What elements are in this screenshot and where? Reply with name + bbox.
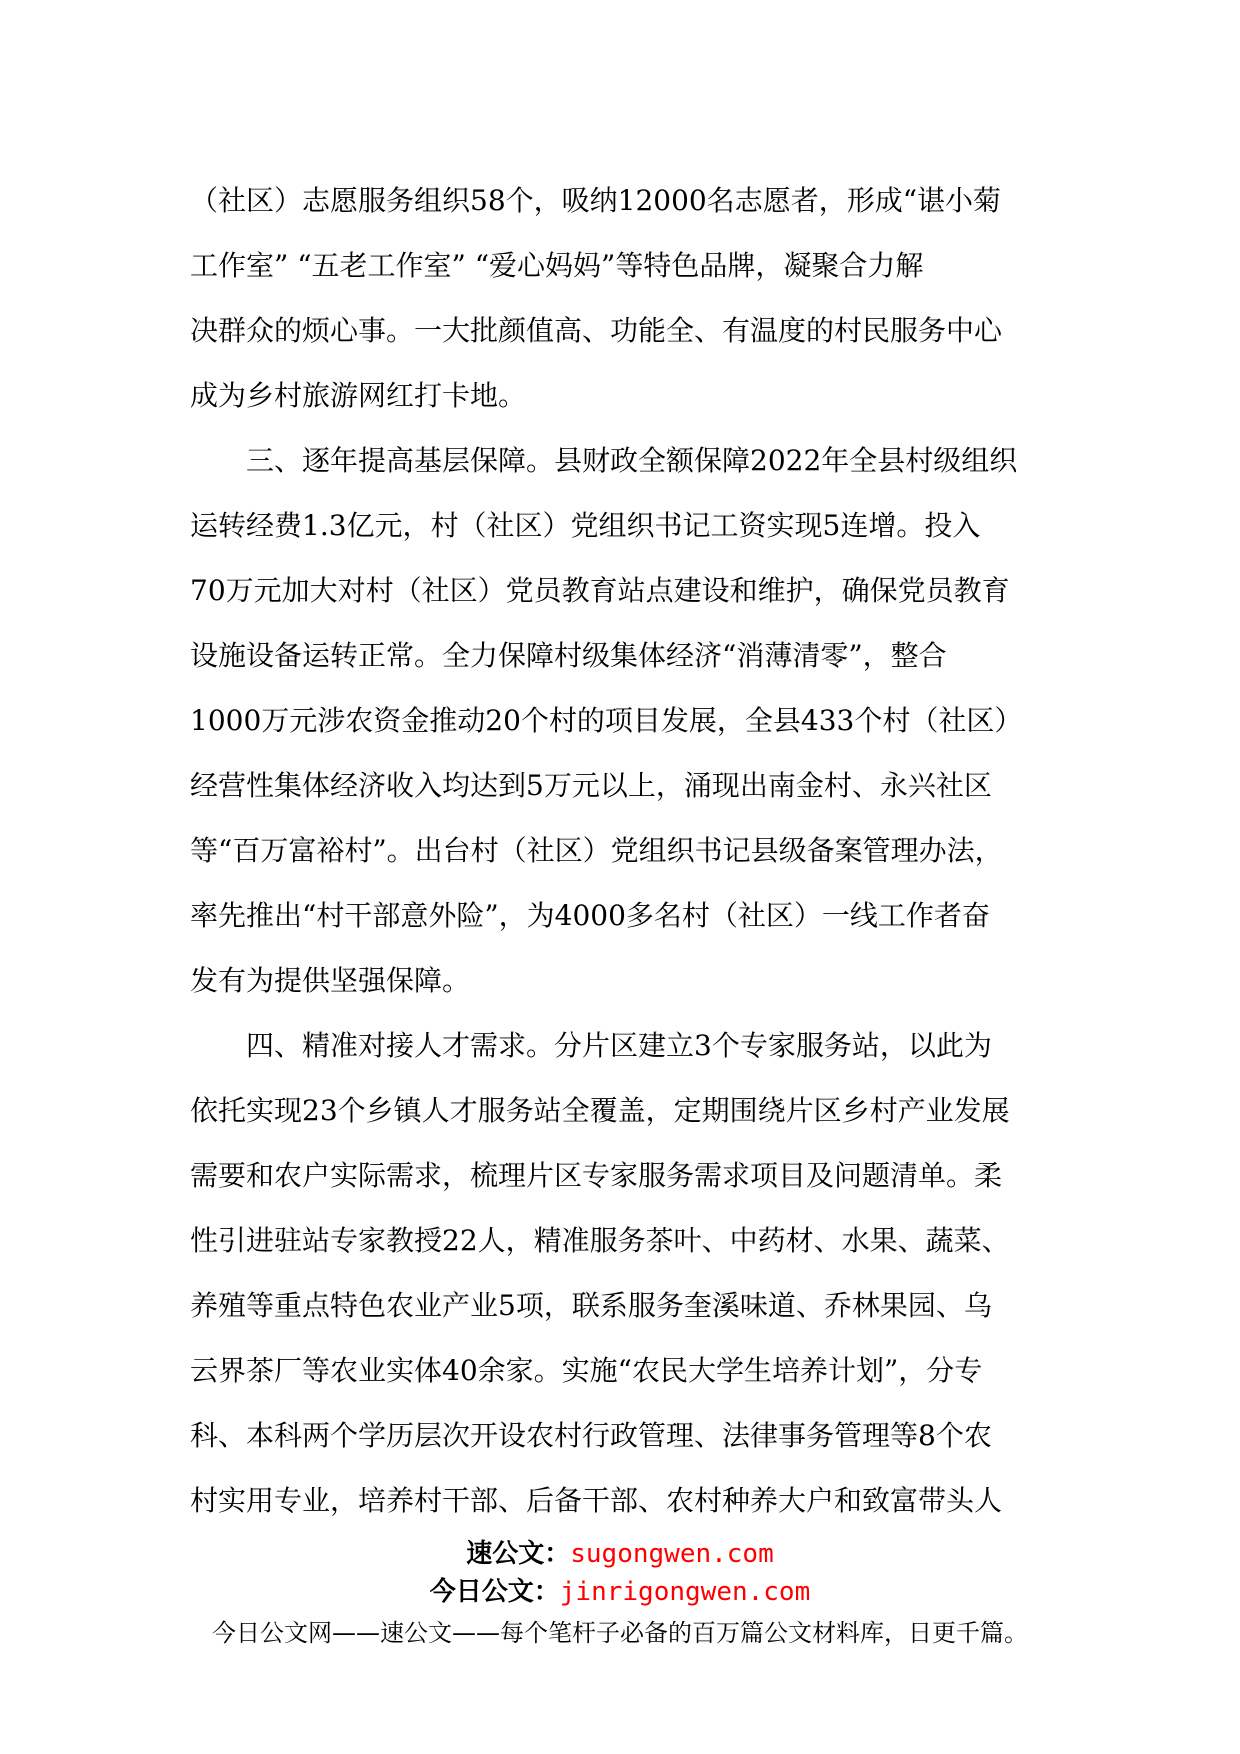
body-line: 性引进驻站专家教授22人，精准服务茶叶、中药材、水果、蔬菜、 [190, 1224, 1010, 1257]
footer-slogan: 今日公文网——速公文——每个笔杆子必备的百万篇公文材料库，日更千篇。 [212, 1619, 1028, 1647]
jinrigongwen-link[interactable]: jinrigongwen.com [559, 1577, 811, 1607]
body-line: 工作室” “五老工作室” “爱心妈妈”等特色品牌，凝聚合力解 [190, 249, 924, 282]
body-line: 云界茶厂等农业实体40余家。实施“农民大学生培养计划”，分专 [190, 1354, 983, 1387]
body-line: 运转经费1.3亿元，村（社区）党组织书记工资实现5连增。投入 [190, 509, 981, 542]
sugongwen-link[interactable]: sugongwen.com [570, 1539, 774, 1569]
body-line: 决群众的烦心事。一大批颜值高、功能全、有温度的村民服务中心 [190, 314, 1003, 347]
section-four-heading-line: 四、精准对接人才需求。分片区建立3个专家服务站，以此为 [246, 1029, 992, 1062]
jinrigongwen-footer-line [0, 1573, 1240, 1611]
body-line: 1000万元涉农资金推动20个村的项目发展，全县433个村（社区） [190, 704, 1023, 737]
sugongwen-footer-line [0, 1535, 1240, 1573]
body-line: 率先推出“村干部意外险”，为4000多名村（社区）一线工作者奋 [190, 899, 990, 932]
body-line: 70万元加大对村（社区）党员教育站点建设和维护，确保党员教育 [190, 574, 1010, 607]
body-line: 养殖等重点特色农业产业5项，联系服务奎溪味道、乔林果园、乌 [190, 1289, 992, 1322]
body-line: 村实用专业，培养村干部、后备干部、农村种养大户和致富带头人 [190, 1484, 1003, 1517]
body-line: 设施设备运转正常。全力保障村级集体经济“消薄清零”，整合 [190, 639, 947, 672]
jinrigongwen-label: 今日公文： [429, 1577, 560, 1607]
page-footer [0, 1535, 1240, 1653]
document-body [190, 168, 1056, 1533]
body-line: 需要和农户实际需求，梳理片区专家服务需求项目及问题清单。柔 [190, 1159, 1003, 1192]
sugongwen-label: 速公文： [466, 1539, 571, 1569]
body-line: 科、本科两个学历层次开设农村行政管理、法律事务管理等8个农 [190, 1419, 992, 1452]
body-line: （社区）志愿服务组织58个，吸纳12000名志愿者，形成“谌小菊 [190, 184, 1002, 217]
body-line: 经营性集体经济收入均达到5万元以上，涌现出南金村、永兴社区 [190, 769, 992, 802]
section-three-heading-line: 三、逐年提高基层保障。县财政全额保障2022年全县村级组织 [246, 444, 1018, 477]
body-line: 等“百万富裕村”。出台村（社区）党组织书记县级备案管理办法， [190, 834, 1003, 867]
body-line: 发有为提供坚强保障。 [190, 964, 471, 997]
body-line: 依托实现23个乡镇人才服务站全覆盖，定期围绕片区乡村产业发展 [190, 1094, 1010, 1127]
body-line: 成为乡村旅游网红打卡地。 [190, 379, 527, 412]
